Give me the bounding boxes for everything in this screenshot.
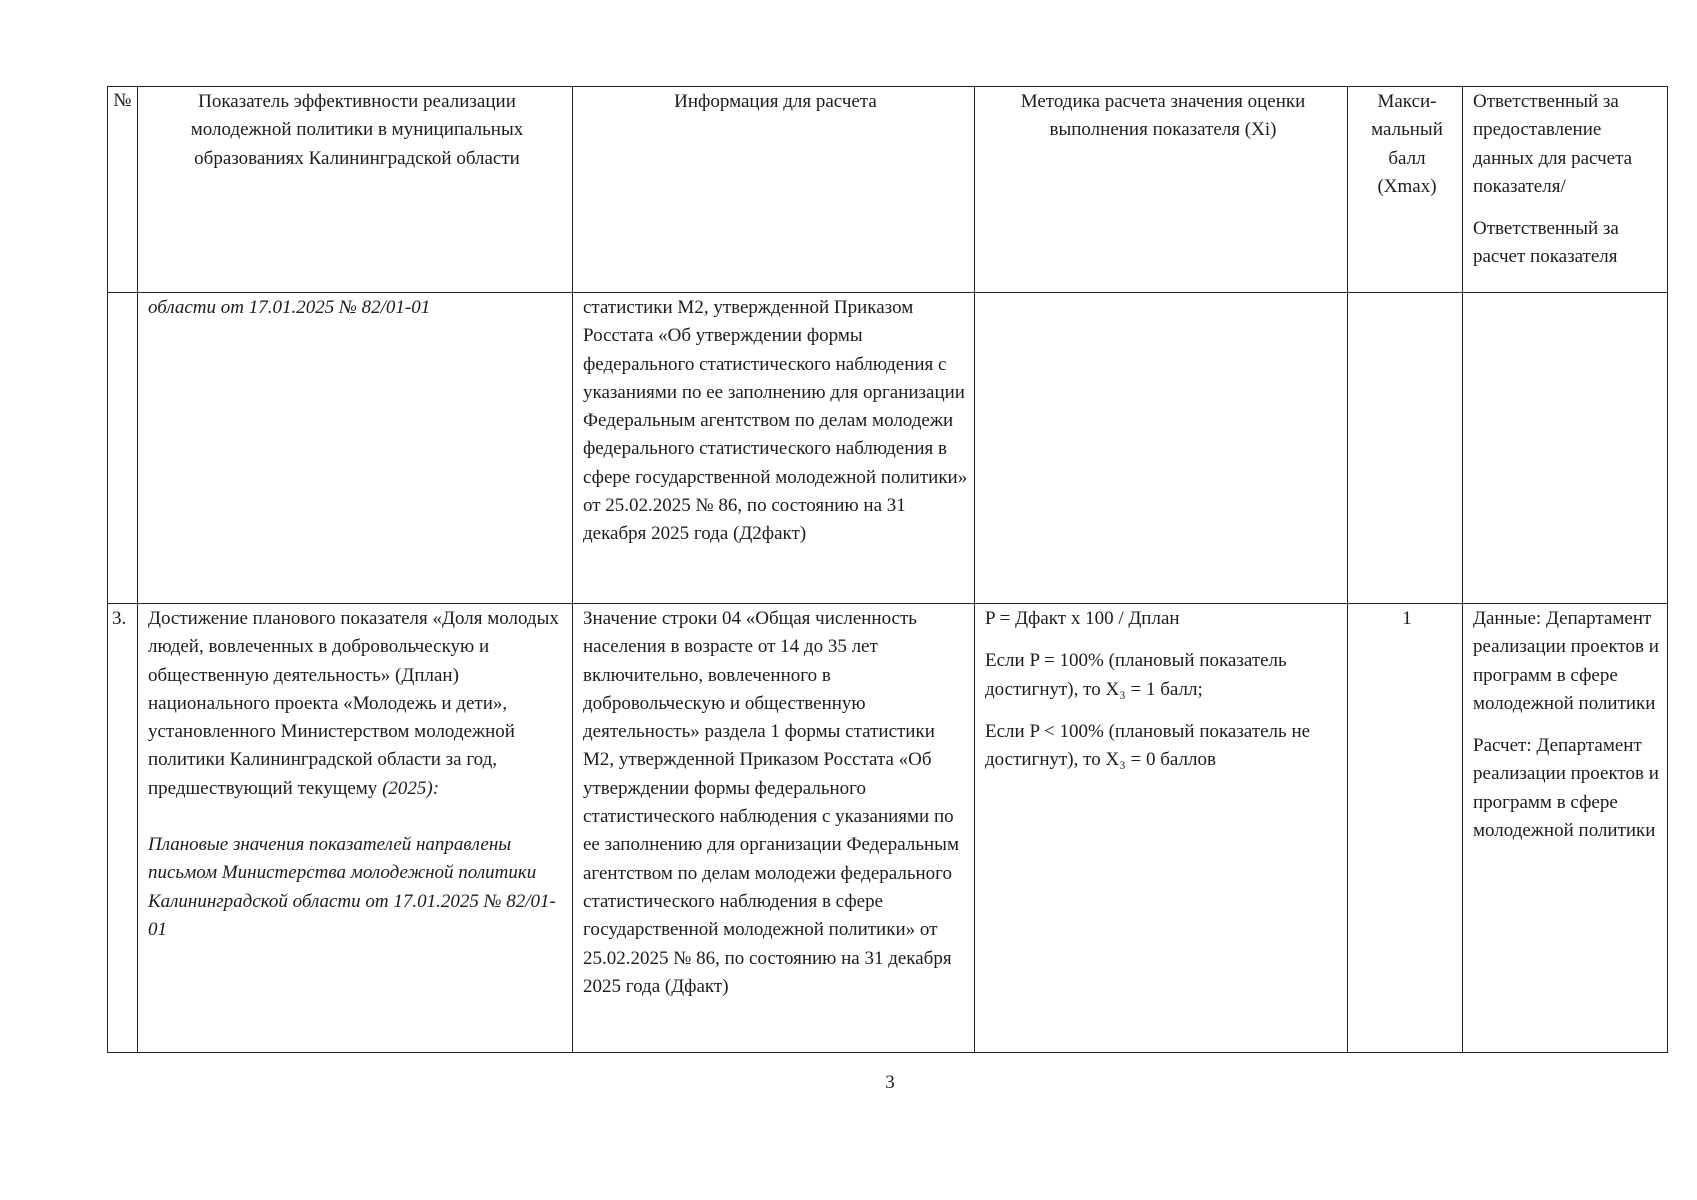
row-number bbox=[108, 293, 138, 604]
row-max-score: 1 bbox=[1348, 604, 1463, 1053]
indicator-text bbox=[148, 605, 566, 803]
indicator-table bbox=[107, 86, 1668, 1053]
method-case-achieved: Если P = 100% (плановый показатель достигнут), то X₃ = 1 балл; bbox=[985, 650, 1287, 700]
row-responsible bbox=[1463, 293, 1668, 604]
responsible-data: Данные: Департамент реализации проектов и программ в сфере молодежной политики bbox=[1473, 608, 1659, 714]
header-method: Методика расчета значения оценки выполнения показателя (Xi) bbox=[975, 87, 1348, 293]
row-max-score bbox=[1348, 293, 1463, 604]
row-indicator: области от 17.01.2025 № 82/01-01 bbox=[138, 293, 573, 604]
table-header-row bbox=[108, 87, 1668, 293]
row-number: 3. bbox=[108, 604, 138, 1053]
row-info: статистики М2, утвержденной Приказом Росстата «Об утверждении формы федерального статистического наблюдения с указаниями по ее заполнению для организации Федеральным агентством по делам молодежи федерального статистического наблюдения в сфере государственной молодежной политики» от 25.02.2025 № 86, по состоянию на 31 декабря 2025 года (Д2факт) bbox=[573, 293, 975, 604]
header-responsible-calc: Ответственный за расчет показателя bbox=[1473, 218, 1619, 268]
row-indicator bbox=[138, 604, 573, 1053]
header-number: № bbox=[108, 87, 138, 293]
indicator-main: Достижение планового показателя «Доля молодых людей, вовлеченных в добровольческую и общественную деятельность» (Дплан) национального проекта «Молодежь и дети», установленного Министерством молодежной политики Калининградской области за год, предшествующий текущему bbox=[148, 608, 559, 799]
header-responsible bbox=[1463, 87, 1668, 293]
row-method bbox=[975, 604, 1348, 1053]
responsible-calc: Расчет: Департамент реализации проектов и программ в сфере молодежной политики bbox=[1473, 735, 1659, 842]
header-info: Информация для расчета bbox=[573, 87, 975, 293]
header-responsible-data: Ответственный за предоставление данных для расчета показателя/ bbox=[1473, 91, 1633, 197]
method-formula: P = Дфакт х 100 / Дплан bbox=[985, 608, 1180, 629]
row-responsible bbox=[1463, 604, 1668, 1053]
page-number: 3 bbox=[885, 1072, 895, 1093]
indicator-note: Плановые значения показателей направлены письмом Министерства молодежной политики Калининградской области от 17.01.2025 № 82/01-01 bbox=[148, 834, 556, 940]
indicator-year: (2025): bbox=[382, 777, 440, 799]
table-row bbox=[108, 604, 1668, 1053]
method-case-not-achieved: Если P < 100% (плановый показатель не достигнут), то X₃ = 0 баллов bbox=[985, 720, 1311, 771]
table-row bbox=[108, 293, 1668, 604]
row-method bbox=[975, 293, 1348, 604]
header-max-score: Макси-мальный балл (Xmax) bbox=[1348, 87, 1463, 293]
row-info: Значение строки 04 «Общая численность населения в возрасте от 14 до 35 лет включительно, вовлеченного в добровольческую и общественную деятельность» раздела 1 формы статистики М2, утвержденной Приказом Росстата «Об утверждении формы федерального статистического наблюдения с указаниями по ее заполнению для организации Федеральным агентством по делам молодежи федерального статистического наблюдения в сфере государственной молодежной политики» от 25.02.2025 № 86, по состоянию на 31 декабря 2025 года (Дфакт) bbox=[573, 604, 975, 1053]
header-indicator: Показатель эффективности реализации молодежной политики в муниципальных образованиях Калининградской области bbox=[138, 87, 573, 293]
